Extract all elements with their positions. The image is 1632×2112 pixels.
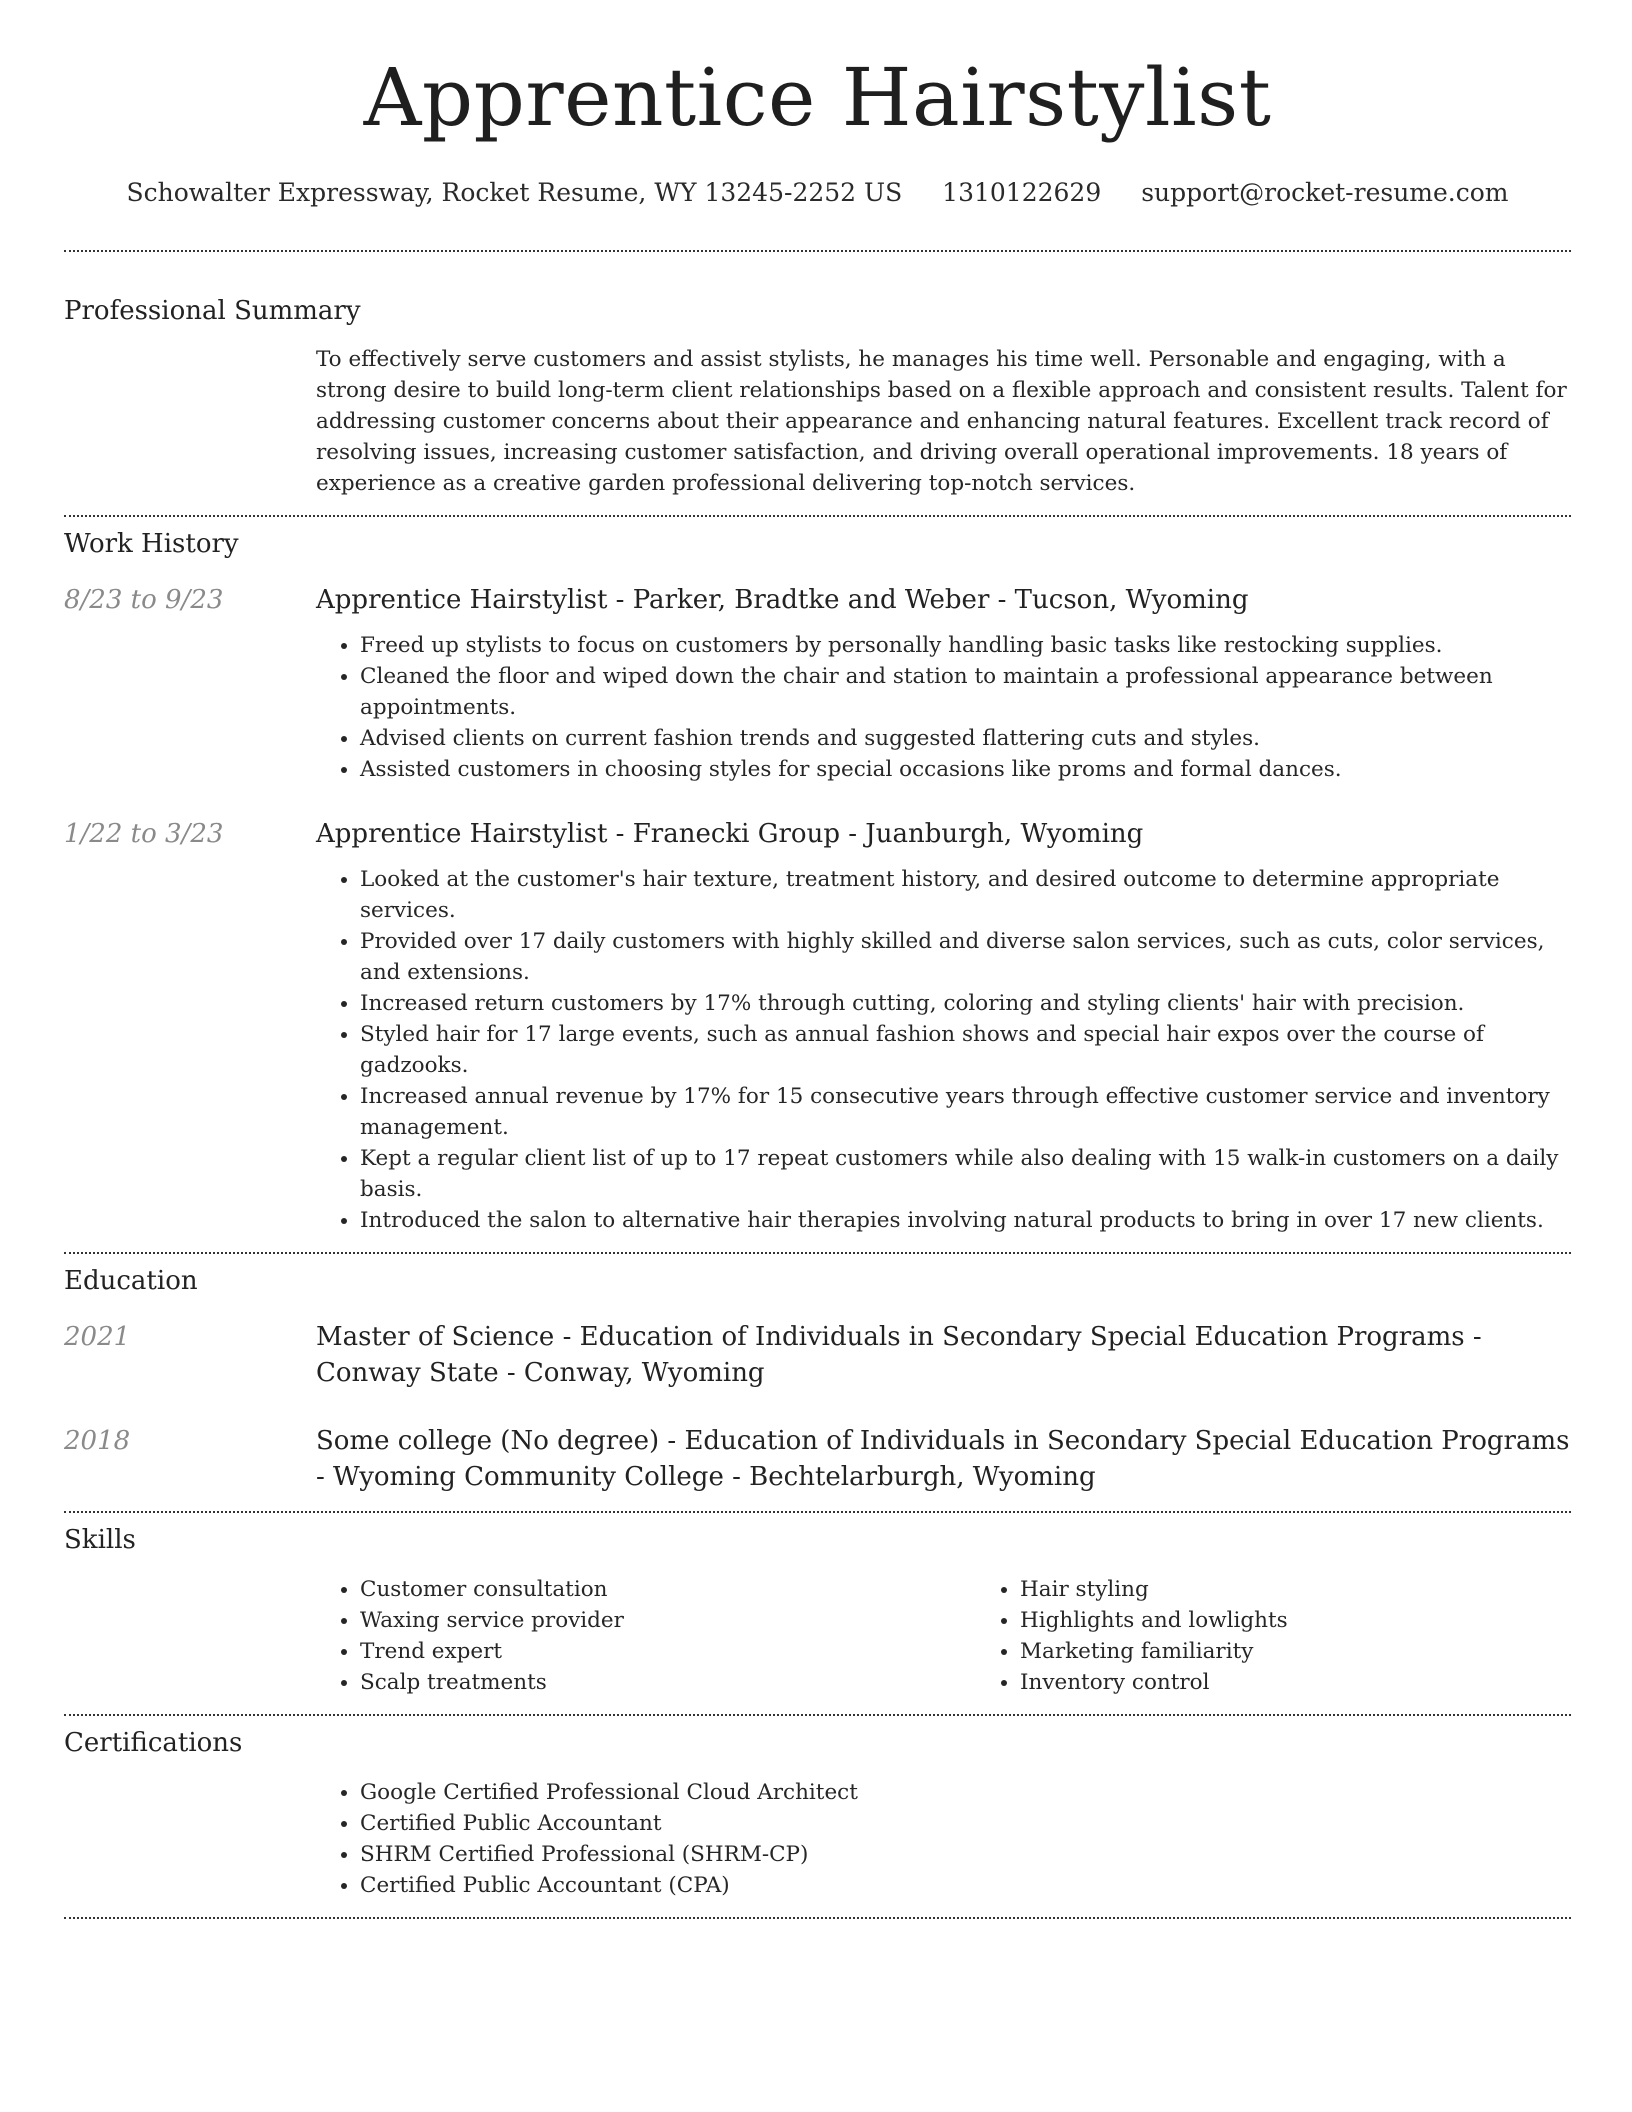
list-item: • Advised clients on current fashion trends and suggested flattering cuts and styles. — [360, 723, 1571, 754]
contact-phone: 1310122629 — [942, 178, 1102, 207]
job-bullets — [316, 630, 1571, 785]
resume-page — [64, 0, 1571, 1919]
list-item: • Introduced the salon to alternative hair therapies involving natural products to bring in over 17 new clients. — [360, 1205, 1571, 1236]
section-divider — [64, 1714, 1571, 1716]
job-bullets — [316, 864, 1571, 1236]
contact-line — [64, 176, 1571, 210]
list-item: • SHRM Certified Professional (SHRM-CP) — [360, 1839, 1571, 1870]
list-item: • Inventory control — [1020, 1667, 1632, 1698]
job-entry — [64, 582, 1571, 785]
work-history-section — [64, 527, 1571, 1236]
contact-email[interactable]: support@rocket-resume.com — [1141, 178, 1509, 207]
list-item: • Marketing familiarity — [1020, 1636, 1632, 1667]
education-entry — [64, 1319, 1571, 1391]
education-heading-text: Master of Science - Education of Individuals in Secondary Special Education Programs - Conway State - Conway, Wyoming — [316, 1322, 1482, 1388]
list-item: • Highlights and lowlights — [1020, 1605, 1632, 1636]
list-item: • Customer consultation — [360, 1574, 976, 1605]
education-entry — [64, 1423, 1571, 1495]
summary-text: To effectively serve customers and assist stylists, he manages his time well. Personable and engaging, with a strong desire to build long-term client relationships based on a flexible approach and consistent results. Talent for addressing customer concerns about their appearance and enhancing natural features. Excellent track record of resolving issues, increasing customer satisfaction, and driving overall operational improvements. 18 years of experience as a creative garden professional delivering top-notch services. — [316, 347, 1567, 496]
skills-list-right — [976, 1574, 1632, 1698]
list-item: • Assisted customers in choosing styles for special occasions like proms and formal dances. — [360, 754, 1571, 785]
section-divider — [64, 1917, 1571, 1919]
summary-heading: Professional Summary — [64, 296, 361, 326]
list-item: • Waxing service provider — [360, 1605, 976, 1636]
list-item: • Scalp treatments — [360, 1667, 976, 1698]
section-divider — [64, 250, 1571, 252]
education-heading-text: Some college (No degree) - Education of Individuals in Secondary Special Education Programs - Wyoming Community College - Bechtelarburgh, Wyoming — [316, 1426, 1570, 1492]
list-item: • Hair styling — [1020, 1574, 1632, 1605]
job-heading: Apprentice Hairstylist - Parker, Bradtke and Weber - Tucson, Wyoming — [316, 585, 1249, 615]
education-section — [64, 1264, 1571, 1495]
contact-address: Schowalter Expressway, Rocket Resume, WY 13245-2252 US — [126, 178, 903, 207]
list-item: • Freed up stylists to focus on customers by personally handling basic tasks like restocking supplies. — [360, 630, 1571, 661]
section-divider — [64, 1252, 1571, 1254]
job-dates: 8/23 to 9/23 — [64, 585, 224, 615]
job-entry — [64, 816, 1571, 1236]
list-item: • Kept a regular client list of up to 17 repeat customers while also dealing with 15 walk-in customers on a daily basis. — [360, 1143, 1571, 1205]
list-item: • Certified Public Accountant — [360, 1808, 1571, 1839]
list-item: • Increased annual revenue by 17% for 15 consecutive years through effective customer service and inventory management. — [360, 1081, 1571, 1143]
education-year: 2021 — [64, 1322, 131, 1352]
list-item: • Looked at the customer's hair texture, treatment history, and desired outcome to determine appropriate services. — [360, 864, 1571, 926]
education-heading: Education — [64, 1266, 198, 1296]
list-item: • Styled hair for 17 large events, such as annual fashion shows and special hair expos over the course of gadzooks. — [360, 1019, 1571, 1081]
list-item: • Increased return customers by 17% through cutting, coloring and styling clients' hair with precision. — [360, 988, 1571, 1019]
education-year: 2018 — [64, 1426, 131, 1456]
list-item: • Trend expert — [360, 1636, 976, 1667]
job-heading: Apprentice Hairstylist - Franecki Group - Juanburgh, Wyoming — [316, 819, 1144, 849]
skills-heading: Skills — [64, 1525, 136, 1555]
work-history-heading: Work History — [64, 529, 239, 559]
certifications-heading: Certifications — [64, 1728, 243, 1758]
list-item: • Google Certified Professional Cloud Architect — [360, 1777, 1571, 1808]
certifications-section — [64, 1726, 1571, 1901]
section-divider — [64, 1511, 1571, 1513]
list-item: • Cleaned the floor and wiped down the chair and station to maintain a professional appearance between appointments. — [360, 661, 1571, 723]
job-dates: 1/22 to 3/23 — [64, 819, 224, 849]
skills-list-left — [316, 1574, 976, 1698]
summary-section — [64, 294, 1571, 499]
section-divider — [64, 515, 1571, 517]
resume-name: Apprentice Hairstylist — [363, 51, 1272, 144]
certifications-list — [316, 1777, 1571, 1901]
skills-section — [64, 1523, 1571, 1698]
list-item: • Provided over 17 daily customers with highly skilled and diverse salon services, such as cuts, color services, and extensions. — [360, 926, 1571, 988]
list-item: • Certified Public Accountant (CPA) — [360, 1870, 1571, 1901]
